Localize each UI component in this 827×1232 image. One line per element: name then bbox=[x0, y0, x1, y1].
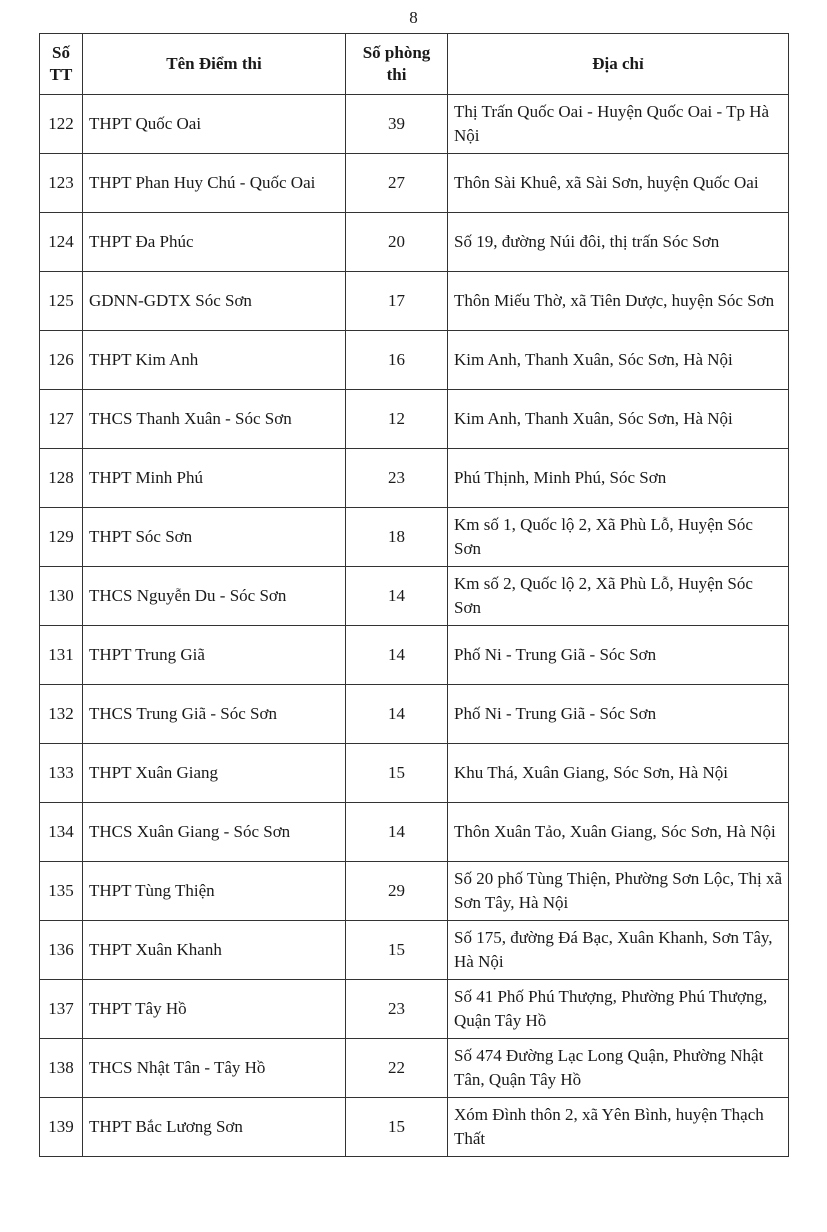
row-address: Km số 1, Quốc lộ 2, Xã Phù Lỗ, Huyện Sóc Sơn bbox=[448, 508, 789, 567]
row-address: Thôn Xuân Tảo, Xuân Giang, Sóc Sơn, Hà Nội bbox=[448, 803, 789, 862]
row-venue-name: THCS Trung Giã - Sóc Sơn bbox=[83, 685, 346, 744]
table-row bbox=[40, 95, 789, 154]
row-address: Số 474 Đường Lạc Long Quận, Phường Nhật Tân, Quận Tây Hồ bbox=[448, 1039, 789, 1098]
table-row bbox=[40, 1039, 789, 1098]
table-row bbox=[40, 803, 789, 862]
row-address: Khu Thá, Xuân Giang, Sóc Sơn, Hà Nội bbox=[448, 744, 789, 803]
exam-venue-table bbox=[39, 33, 789, 1157]
row-stt: 134 bbox=[40, 803, 83, 862]
table-row bbox=[40, 331, 789, 390]
row-address: Thị Trấn Quốc Oai - Huyện Quốc Oai - Tp Hà Nội bbox=[448, 95, 789, 154]
row-address: Số 20 phố Tùng Thiện, Phường Sơn Lộc, Thị xã Sơn Tây, Hà Nội bbox=[448, 862, 789, 921]
table-row bbox=[40, 272, 789, 331]
row-address: Số 175, đường Đá Bạc, Xuân Khanh, Sơn Tây, Hà Nội bbox=[448, 921, 789, 980]
table-row bbox=[40, 154, 789, 213]
row-room-count: 14 bbox=[346, 803, 448, 862]
row-address: Xóm Đình thôn 2, xã Yên Bình, huyện Thạch Thất bbox=[448, 1098, 789, 1157]
row-room-count: 17 bbox=[346, 272, 448, 331]
row-room-count: 14 bbox=[346, 567, 448, 626]
row-room-count: 12 bbox=[346, 390, 448, 449]
table-row bbox=[40, 567, 789, 626]
row-venue-name: GDNN-GDTX Sóc Sơn bbox=[83, 272, 346, 331]
table-row bbox=[40, 449, 789, 508]
row-room-count: 27 bbox=[346, 154, 448, 213]
row-stt: 138 bbox=[40, 1039, 83, 1098]
row-room-count: 15 bbox=[346, 921, 448, 980]
row-room-count: 18 bbox=[346, 508, 448, 567]
row-venue-name: THCS Nguyễn Du - Sóc Sơn bbox=[83, 567, 346, 626]
row-stt: 135 bbox=[40, 862, 83, 921]
table-row bbox=[40, 862, 789, 921]
table-row bbox=[40, 390, 789, 449]
row-address: Số 41 Phố Phú Thượng, Phường Phú Thượng, Quận Tây Hồ bbox=[448, 980, 789, 1039]
row-venue-name: THCS Xuân Giang - Sóc Sơn bbox=[83, 803, 346, 862]
table-row bbox=[40, 980, 789, 1039]
row-venue-name: THPT Phan Huy Chú - Quốc Oai bbox=[83, 154, 346, 213]
row-venue-name: THPT Kim Anh bbox=[83, 331, 346, 390]
header-venue-name: Tên Điểm thi bbox=[83, 34, 346, 95]
row-stt: 132 bbox=[40, 685, 83, 744]
row-venue-name: THPT Tùng Thiện bbox=[83, 862, 346, 921]
row-room-count: 16 bbox=[346, 331, 448, 390]
row-stt: 131 bbox=[40, 626, 83, 685]
row-venue-name: THPT Bắc Lương Sơn bbox=[83, 1098, 346, 1157]
row-venue-name: THPT Trung Giã bbox=[83, 626, 346, 685]
table-body bbox=[40, 95, 789, 1157]
row-room-count: 29 bbox=[346, 862, 448, 921]
table-row bbox=[40, 626, 789, 685]
row-stt: 127 bbox=[40, 390, 83, 449]
row-room-count: 23 bbox=[346, 449, 448, 508]
row-stt: 139 bbox=[40, 1098, 83, 1157]
row-room-count: 20 bbox=[346, 213, 448, 272]
row-venue-name: THCS Nhật Tân - Tây Hồ bbox=[83, 1039, 346, 1098]
row-stt: 122 bbox=[40, 95, 83, 154]
row-stt: 136 bbox=[40, 921, 83, 980]
header-stt: Số TT bbox=[40, 34, 83, 95]
row-address: Phú Thịnh, Minh Phú, Sóc Sơn bbox=[448, 449, 789, 508]
row-stt: 125 bbox=[40, 272, 83, 331]
row-venue-name: THPT Xuân Giang bbox=[83, 744, 346, 803]
row-stt: 137 bbox=[40, 980, 83, 1039]
header-room-count: Số phòng thi bbox=[346, 34, 448, 95]
row-address: Thôn Miếu Thờ, xã Tiên Dược, huyện Sóc Sơn bbox=[448, 272, 789, 331]
row-address: Thôn Sài Khuê, xã Sài Sơn, huyện Quốc Oai bbox=[448, 154, 789, 213]
row-venue-name: THPT Sóc Sơn bbox=[83, 508, 346, 567]
table-row bbox=[40, 744, 789, 803]
table-row bbox=[40, 508, 789, 567]
table-row bbox=[40, 685, 789, 744]
row-stt: 128 bbox=[40, 449, 83, 508]
row-room-count: 14 bbox=[346, 626, 448, 685]
row-stt: 129 bbox=[40, 508, 83, 567]
row-venue-name: THPT Xuân Khanh bbox=[83, 921, 346, 980]
row-stt: 123 bbox=[40, 154, 83, 213]
row-venue-name: THCS Thanh Xuân - Sóc Sơn bbox=[83, 390, 346, 449]
header-address: Địa chỉ bbox=[448, 34, 789, 95]
row-address: Kim Anh, Thanh Xuân, Sóc Sơn, Hà Nội bbox=[448, 390, 789, 449]
row-address: Phố Ni - Trung Giã - Sóc Sơn bbox=[448, 626, 789, 685]
row-venue-name: THPT Tây Hồ bbox=[83, 980, 346, 1039]
row-room-count: 15 bbox=[346, 744, 448, 803]
table-row bbox=[40, 213, 789, 272]
row-address: Km số 2, Quốc lộ 2, Xã Phù Lỗ, Huyện Sóc Sơn bbox=[448, 567, 789, 626]
row-stt: 126 bbox=[40, 331, 83, 390]
row-room-count: 14 bbox=[346, 685, 448, 744]
row-address: Kim Anh, Thanh Xuân, Sóc Sơn, Hà Nội bbox=[448, 331, 789, 390]
row-room-count: 39 bbox=[346, 95, 448, 154]
row-address: Phố Ni - Trung Giã - Sóc Sơn bbox=[448, 685, 789, 744]
row-address: Số 19, đường Núi đôi, thị trấn Sóc Sơn bbox=[448, 213, 789, 272]
table-row bbox=[40, 1098, 789, 1157]
row-room-count: 22 bbox=[346, 1039, 448, 1098]
page-number: 8 bbox=[409, 8, 418, 27]
row-room-count: 15 bbox=[346, 1098, 448, 1157]
row-venue-name: THPT Đa Phúc bbox=[83, 213, 346, 272]
row-venue-name: THPT Minh Phú bbox=[83, 449, 346, 508]
table-header-row bbox=[40, 34, 789, 95]
row-stt: 133 bbox=[40, 744, 83, 803]
table-row bbox=[40, 921, 789, 980]
row-room-count: 23 bbox=[346, 980, 448, 1039]
row-venue-name: THPT Quốc Oai bbox=[83, 95, 346, 154]
row-stt: 124 bbox=[40, 213, 83, 272]
row-stt: 130 bbox=[40, 567, 83, 626]
